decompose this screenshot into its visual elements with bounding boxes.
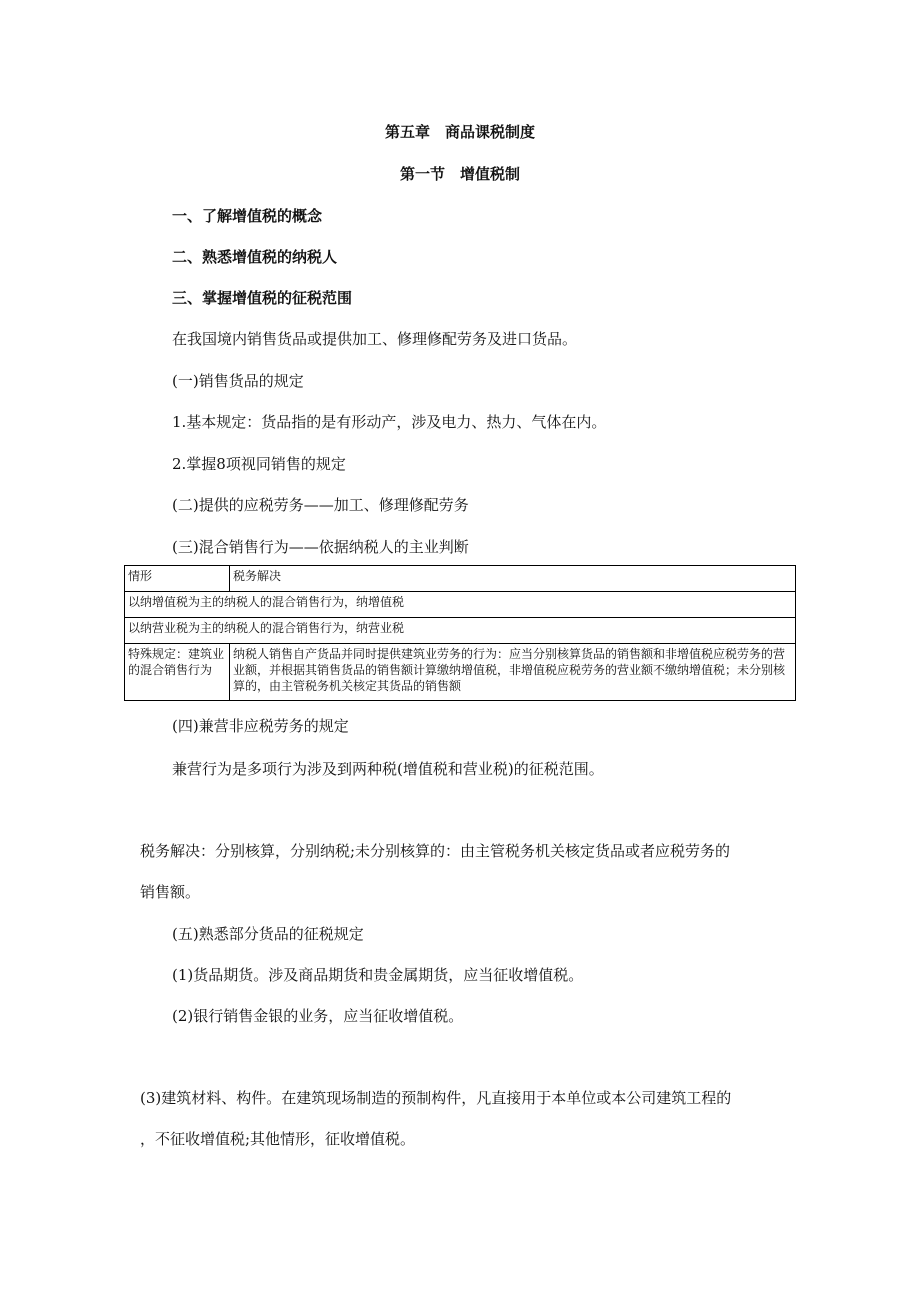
paragraph-item-futures: (1)货品期货。涉及商品期货和贵金属期货，应当征收增值税。 — [172, 966, 584, 984]
table-cell-special-rule: 特殊规定：建筑业的混合销售行为 — [125, 644, 230, 701]
table-row — [125, 592, 796, 618]
table-header-solution: 税务解决 — [230, 566, 796, 592]
mixed-sales-table — [124, 565, 796, 701]
paragraph-mixed-sales: (三)混合销售行为——依据纳税人的主业判断 — [172, 538, 469, 556]
paragraph-scope: 在我国境内销售货品或提供加工、修理修配劳务及进口货品。 — [172, 330, 578, 348]
paragraph-taxable-service: (二)提供的应税劳务——加工、修理修配劳务 — [172, 496, 469, 514]
heading-scope: 三、掌握增值税的征税范围 — [172, 289, 353, 307]
table-row — [125, 566, 796, 592]
table-cell-special-solution: 纳税人销售自产货品并同时提供建筑业劳务的行为：应当分别核算货品的销售额和非增值税应税劳务的营业额，并根据其销售货品的销售额计算缴纳增值税，非增值税应税劳务的营业额不缴纳增值税；未分别核算的，由主管税务机关核定其货品的销售额 — [230, 644, 796, 701]
paragraph-item-building-line2: ，不征收增值税;其他情形，征收增值税。 — [140, 1130, 416, 1148]
paragraph-solution-line1: 税务解决：分别核算，分别纳税;未分别核算的：由主管税务机关核定货品或者应税劳务的 — [140, 842, 731, 860]
table-row — [125, 644, 796, 701]
table-cell-vat-main: 以纳增值税为主的纳税人的混合销售行为，纳增值税 — [125, 592, 796, 618]
chapter-title: 第五章 商品课税制度 — [384, 123, 535, 141]
table-header-situation: 情形 — [125, 566, 230, 592]
table-cell-business-main: 以纳营业税为主的纳税人的混合销售行为，纳营业税 — [125, 618, 796, 644]
paragraph-concurrent-rule: (四)兼营非应税劳务的规定 — [172, 717, 349, 735]
paragraph-item-building-line1: (3)建筑材料、构件。在建筑现场制造的预制构件，凡直接用于本单位或本公司建筑工程的 — [140, 1089, 732, 1107]
paragraph-partial-goods: (五)熟悉部分货品的征税规定 — [172, 925, 364, 943]
paragraph-concurrent-desc: 兼营行为是多项行为涉及到两种税(增值税和营业税)的征税范围。 — [172, 760, 604, 778]
heading-taxpayer: 二、熟悉增值税的纳税人 — [172, 248, 338, 266]
paragraph-basic-rule: 1.基本规定：货品指的是有形动产，涉及电力、热力、气体在内。 — [172, 413, 607, 431]
paragraph-solution-line2: 销售额。 — [140, 883, 201, 901]
paragraph-eight-items: 2.掌握8项视同销售的规定 — [172, 455, 346, 473]
paragraph-sale-rule: (一)销售货品的规定 — [172, 372, 304, 390]
paragraph-item-gold-silver: (2)银行销售金银的业务，应当征收增值税。 — [172, 1007, 464, 1025]
table-row — [125, 618, 796, 644]
heading-concept: 一、了解增值税的概念 — [172, 207, 323, 225]
section-title: 第一节 增值税制 — [399, 165, 520, 183]
